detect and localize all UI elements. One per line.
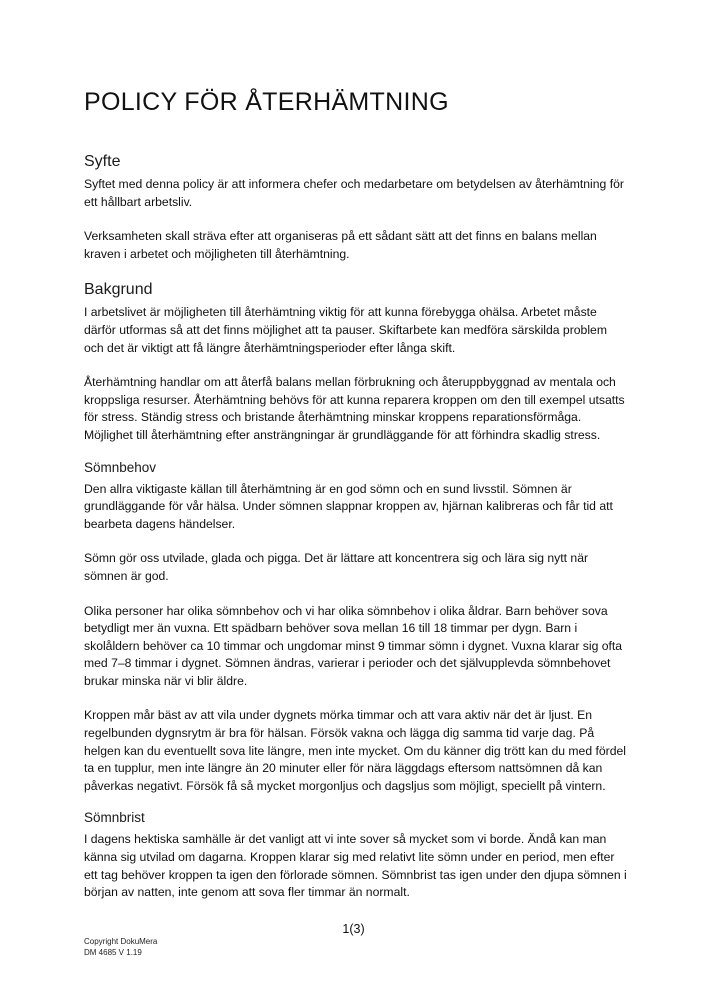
footer-copyright: Copyright DokuMera (84, 937, 158, 946)
footer (84, 936, 157, 958)
somnbehov-paragraph-1: Den allra viktigaste källan till återhämtning är en god sömn och en sund livsstil. Sömnen är grundläggande för vår hälsa. Under sömnen slappnar kroppen av, hjärnan kalibreras och får tid att bearbeta dagens händelser. (84, 481, 613, 531)
bakgrund-paragraph-1: I arbetslivet är möjligheten till återhämtning viktig för att kunna förebygga ohälsa. Arbetet måste därför utformas så att det finns möjlighet att ta pauser. Skiftarbete kan medföra särskilda problem och det är viktigt att få längre återhämtningsperioder efter långa skift. (84, 305, 607, 355)
footer-doc-id: DM 4685 V 1.19 (84, 948, 142, 957)
subsection-somnbrist (84, 809, 629, 901)
syfte-paragraph-1: Syftet med denna policy är att informera chefer och medarbetare om betydelsen av återhämtning för ett hållbart arbetsliv. (84, 177, 624, 209)
somnbehov-paragraph-3: Olika personer har olika sömnbehov och vi har olika sömnbehov i olika åldrar. Barn behöver sova betydligt mer än vuxna. Ett spädbarn behöver sova mellan 16 till 18 timmar per dygn. Barn i skolåldern behöver ca 10 timmar och ungdomar minst 9 timmar sömn i dygnet. Vuxna klarar sig ofta med 7–8 timmar i dygnet. Sömnen ändras, varierar i perioder och det självupplevda sömnbehovet brukar minska när vi blir äldre. (84, 603, 623, 688)
document-title: POLICY FÖR ÅTERHÄMTNING (84, 88, 449, 116)
section-syfte (84, 152, 629, 263)
document-page (84, 86, 629, 919)
somnbehov-paragraph-4: Kroppen mår bäst av att vila under dygnets mörka timmar och att vara aktiv när det är ljust. En regelbunden dygnsrytm är bra för hälsan. Försök vakna och lägga dig samma tid varje dag. På helgen kan du eventuellt sova lite längre, men inte mycket. Om du känner dig trött kan du med fördel ta en tupplur, men inte längre än 20 minuter eller för nära läggdags eftersom nattsömnen då kan påverkas negativt. Försök få så mycket morgonljus och dagsljus som möjligt, speciellt på vintern. (84, 708, 626, 793)
section-heading-syfte: Syfte (84, 153, 121, 170)
syfte-paragraph-2: Verksamheten skall sträva efter att organiseras på ett sådant sätt att det finns en balans mellan kraven i arbetet och möjligheten till återhämtning. (84, 229, 597, 261)
page-number: 1(3) (342, 922, 365, 936)
subsection-heading-somnbehov: Sömnbehov (84, 459, 157, 475)
subsection-heading-somnbrist: Sömnbrist (84, 810, 145, 826)
somnbrist-paragraph-1: I dagens hektiska samhälle är det vanligt att vi inte sover så mycket som vi borde. Ändå kan man känna sig utvilad om dagarna. Kroppen klarar sig med relativt lite sömn under en period, men efter ett tag behöver kroppen ta igen den förlorade sömnen. Sömnbrist tas igen under den djupa sömnen i början av natten, inte genom att sova fler timmar än normalt. (84, 832, 627, 900)
section-bakgrund (84, 280, 629, 444)
subsection-somnbehov (84, 459, 629, 796)
section-heading-bakgrund: Bakgrund (84, 281, 153, 299)
bakgrund-paragraph-2: Återhämtning handlar om att återfå balans mellan förbrukning och återuppbyggnad av mentala och kroppsliga resurser. Återhämtning behövs för att kunna reparera kroppen om den till exempel utsatts för stress. Ständig stress och bristande återhämtning minskar kroppens reparationsförmåga. Möjlighet till återhämtning efter ansträngningar är grundläggande för att förhindra skadlig stress. (84, 375, 625, 442)
somnbehov-paragraph-2: Sömn gör oss utvilade, glada och pigga. Det är lättare att koncentrera sig och lära sig nytt när sömnen är god. (84, 551, 589, 583)
